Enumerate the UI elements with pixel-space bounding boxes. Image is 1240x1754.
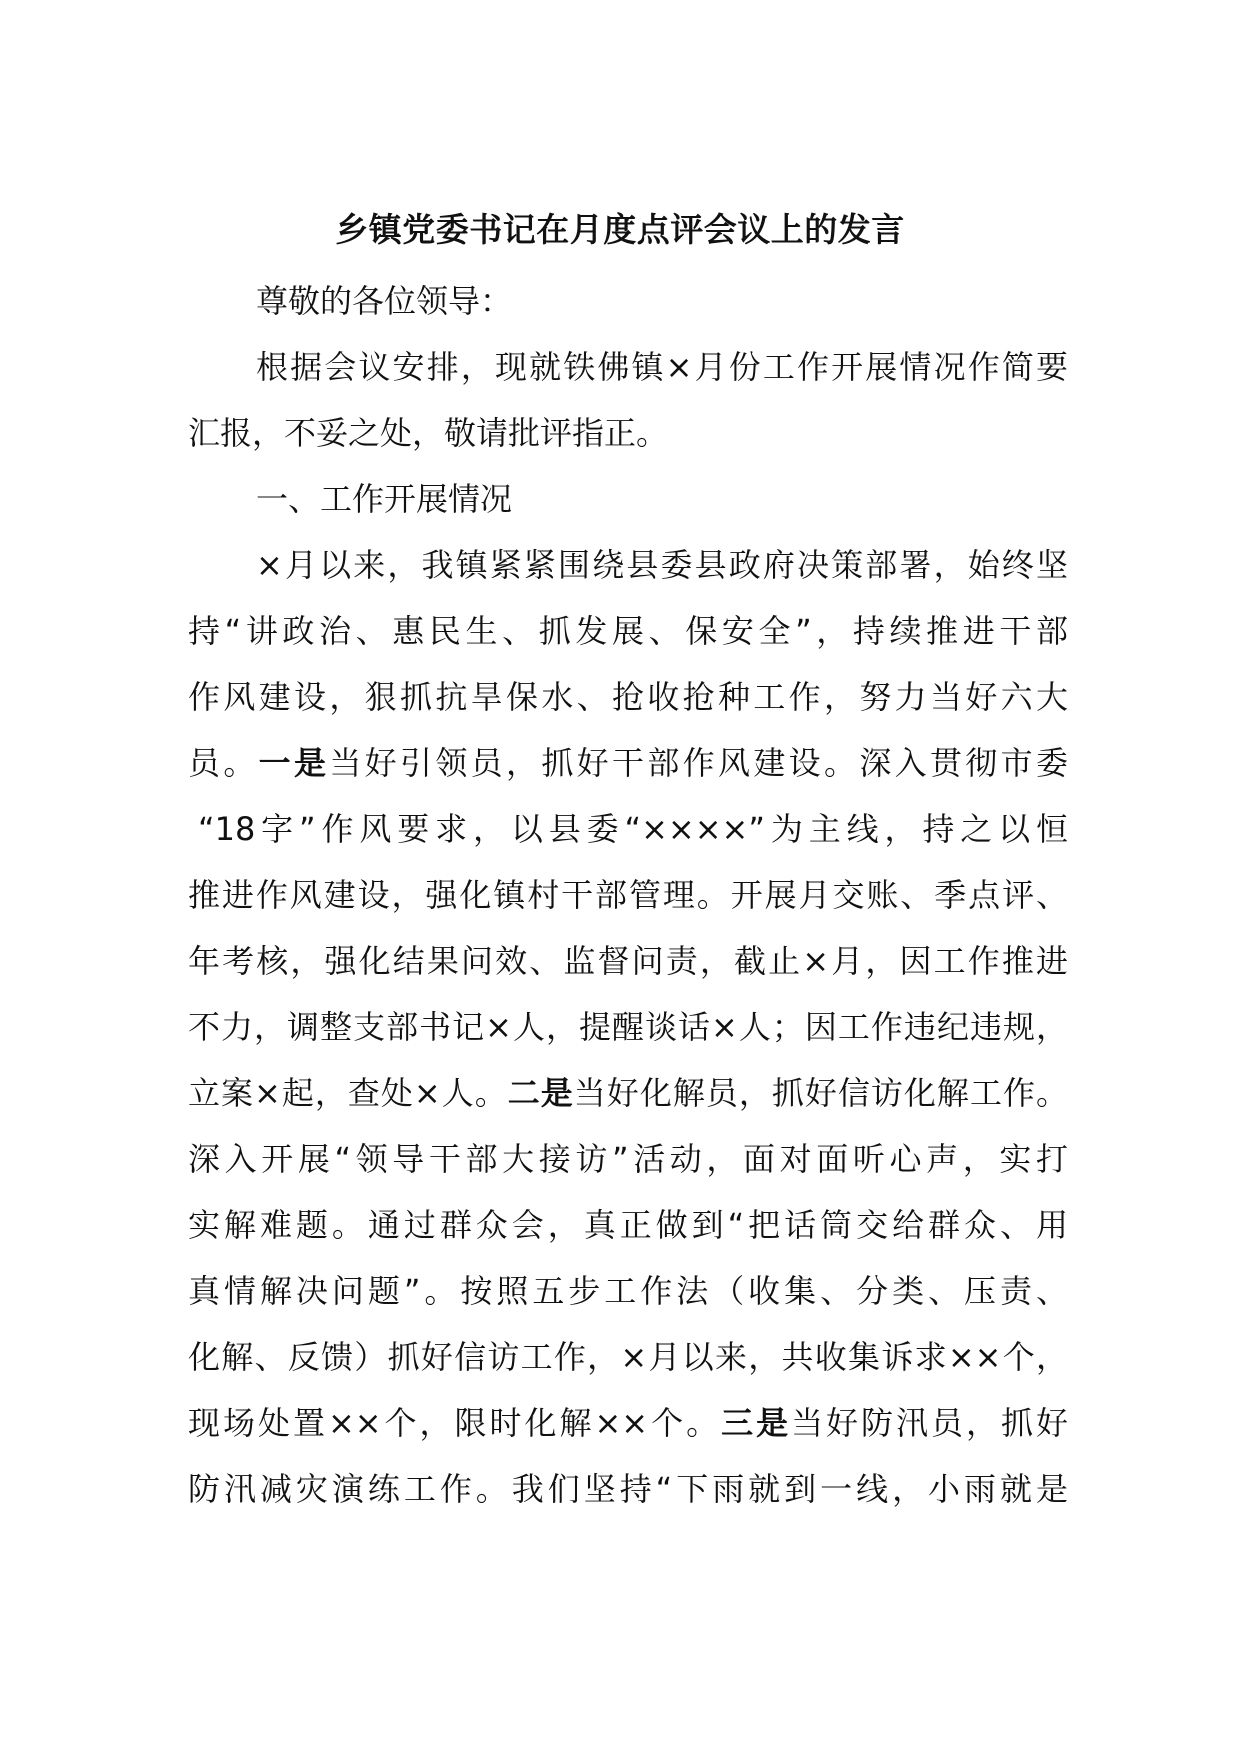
bold-text-run: 二是 [507, 1074, 574, 1112]
text-run: 立案×起，查处×人。 [188, 1074, 508, 1112]
paragraph-line [188, 1126, 1068, 1192]
text-run: 当好化解员，抓好信访化解工作。 [573, 1074, 1068, 1112]
paragraph-line [188, 1456, 1068, 1522]
paragraph-line [188, 598, 1068, 664]
paragraph-line [188, 1258, 1068, 1324]
text-run: 推进作风建设，强化镇村干部管理。开展月交账、季点评、 [188, 876, 1068, 914]
text-run: 年考核，强化结果问效、监督问责，截止×月，因工作推进 [188, 942, 1068, 980]
text-run: 尊敬的各位领导： [256, 282, 513, 320]
paragraph-line [188, 1390, 1068, 1456]
text-run: 根据会议安排，现就铁佛镇×月份工作开展情况作简要 [256, 348, 1068, 386]
paragraph-line [188, 730, 1068, 796]
text-run: 真情解决问题”。按照五步工作法（收集、分类、压责、 [188, 1272, 1068, 1310]
paragraph-line [188, 334, 1068, 400]
text-run: 作风建设，狠抓抗旱保水、抢收抢种工作，努力当好六大 [188, 678, 1068, 716]
paragraph-line [188, 928, 1068, 994]
paragraph-line [188, 796, 1068, 862]
text-run: 当好引领员，抓好干部作风建设。深入贯彻市委 [329, 744, 1068, 782]
text-run: 防汛减灾演练工作。我们坚持“下雨就到一线，小雨就是 [188, 1470, 1068, 1508]
text-run: 员。 [188, 744, 259, 782]
document-title: 乡镇党委书记在月度点评会议上的发言 [335, 210, 905, 249]
paragraph-line [188, 400, 1068, 466]
text-run: 一、工作开展情况 [256, 480, 513, 518]
bold-text-run: 三是 [721, 1404, 792, 1442]
paragraph-line [188, 1324, 1068, 1390]
text-run: 汇报，不妥之处，敬请批评指正。 [188, 414, 669, 452]
paragraph-line [188, 532, 1068, 598]
text-run: 不力，调整支部书记×人，提醒谈话×人；因工作违纪违规， [188, 1008, 1068, 1046]
paragraph-line [188, 862, 1068, 928]
paragraph-line [188, 664, 1068, 730]
text-run: “18字”作风要求，以县委“××××”为主线，持之以恒 [198, 810, 1068, 848]
text-run: 深入开展“领导干部大接访”活动，面对面听心声，实打 [188, 1140, 1068, 1178]
text-run: 现场处置××个，限时化解××个。 [188, 1404, 722, 1442]
text-run: 当好防汛员，抓好 [791, 1404, 1068, 1442]
paragraph-line [188, 1192, 1068, 1258]
paragraph-line [188, 1060, 1068, 1126]
salutation-line [188, 268, 1068, 334]
text-run: 持“讲政治、惠民生、抓发展、保安全”，持续推进干部 [188, 612, 1068, 650]
text-run: 化解、反馈）抓好信访工作，×月以来，共收集诉求××个， [188, 1338, 1068, 1376]
section-heading [188, 466, 1068, 532]
text-run: 实解难题。通过群众会，真正做到“把话筒交给群众、用 [188, 1206, 1068, 1244]
paragraph-line [188, 994, 1068, 1060]
document-body [188, 268, 1068, 1522]
text-run: ×月以来，我镇紧紧围绕县委县政府决策部署，始终坚 [256, 546, 1068, 584]
bold-text-run: 一是 [258, 744, 330, 782]
